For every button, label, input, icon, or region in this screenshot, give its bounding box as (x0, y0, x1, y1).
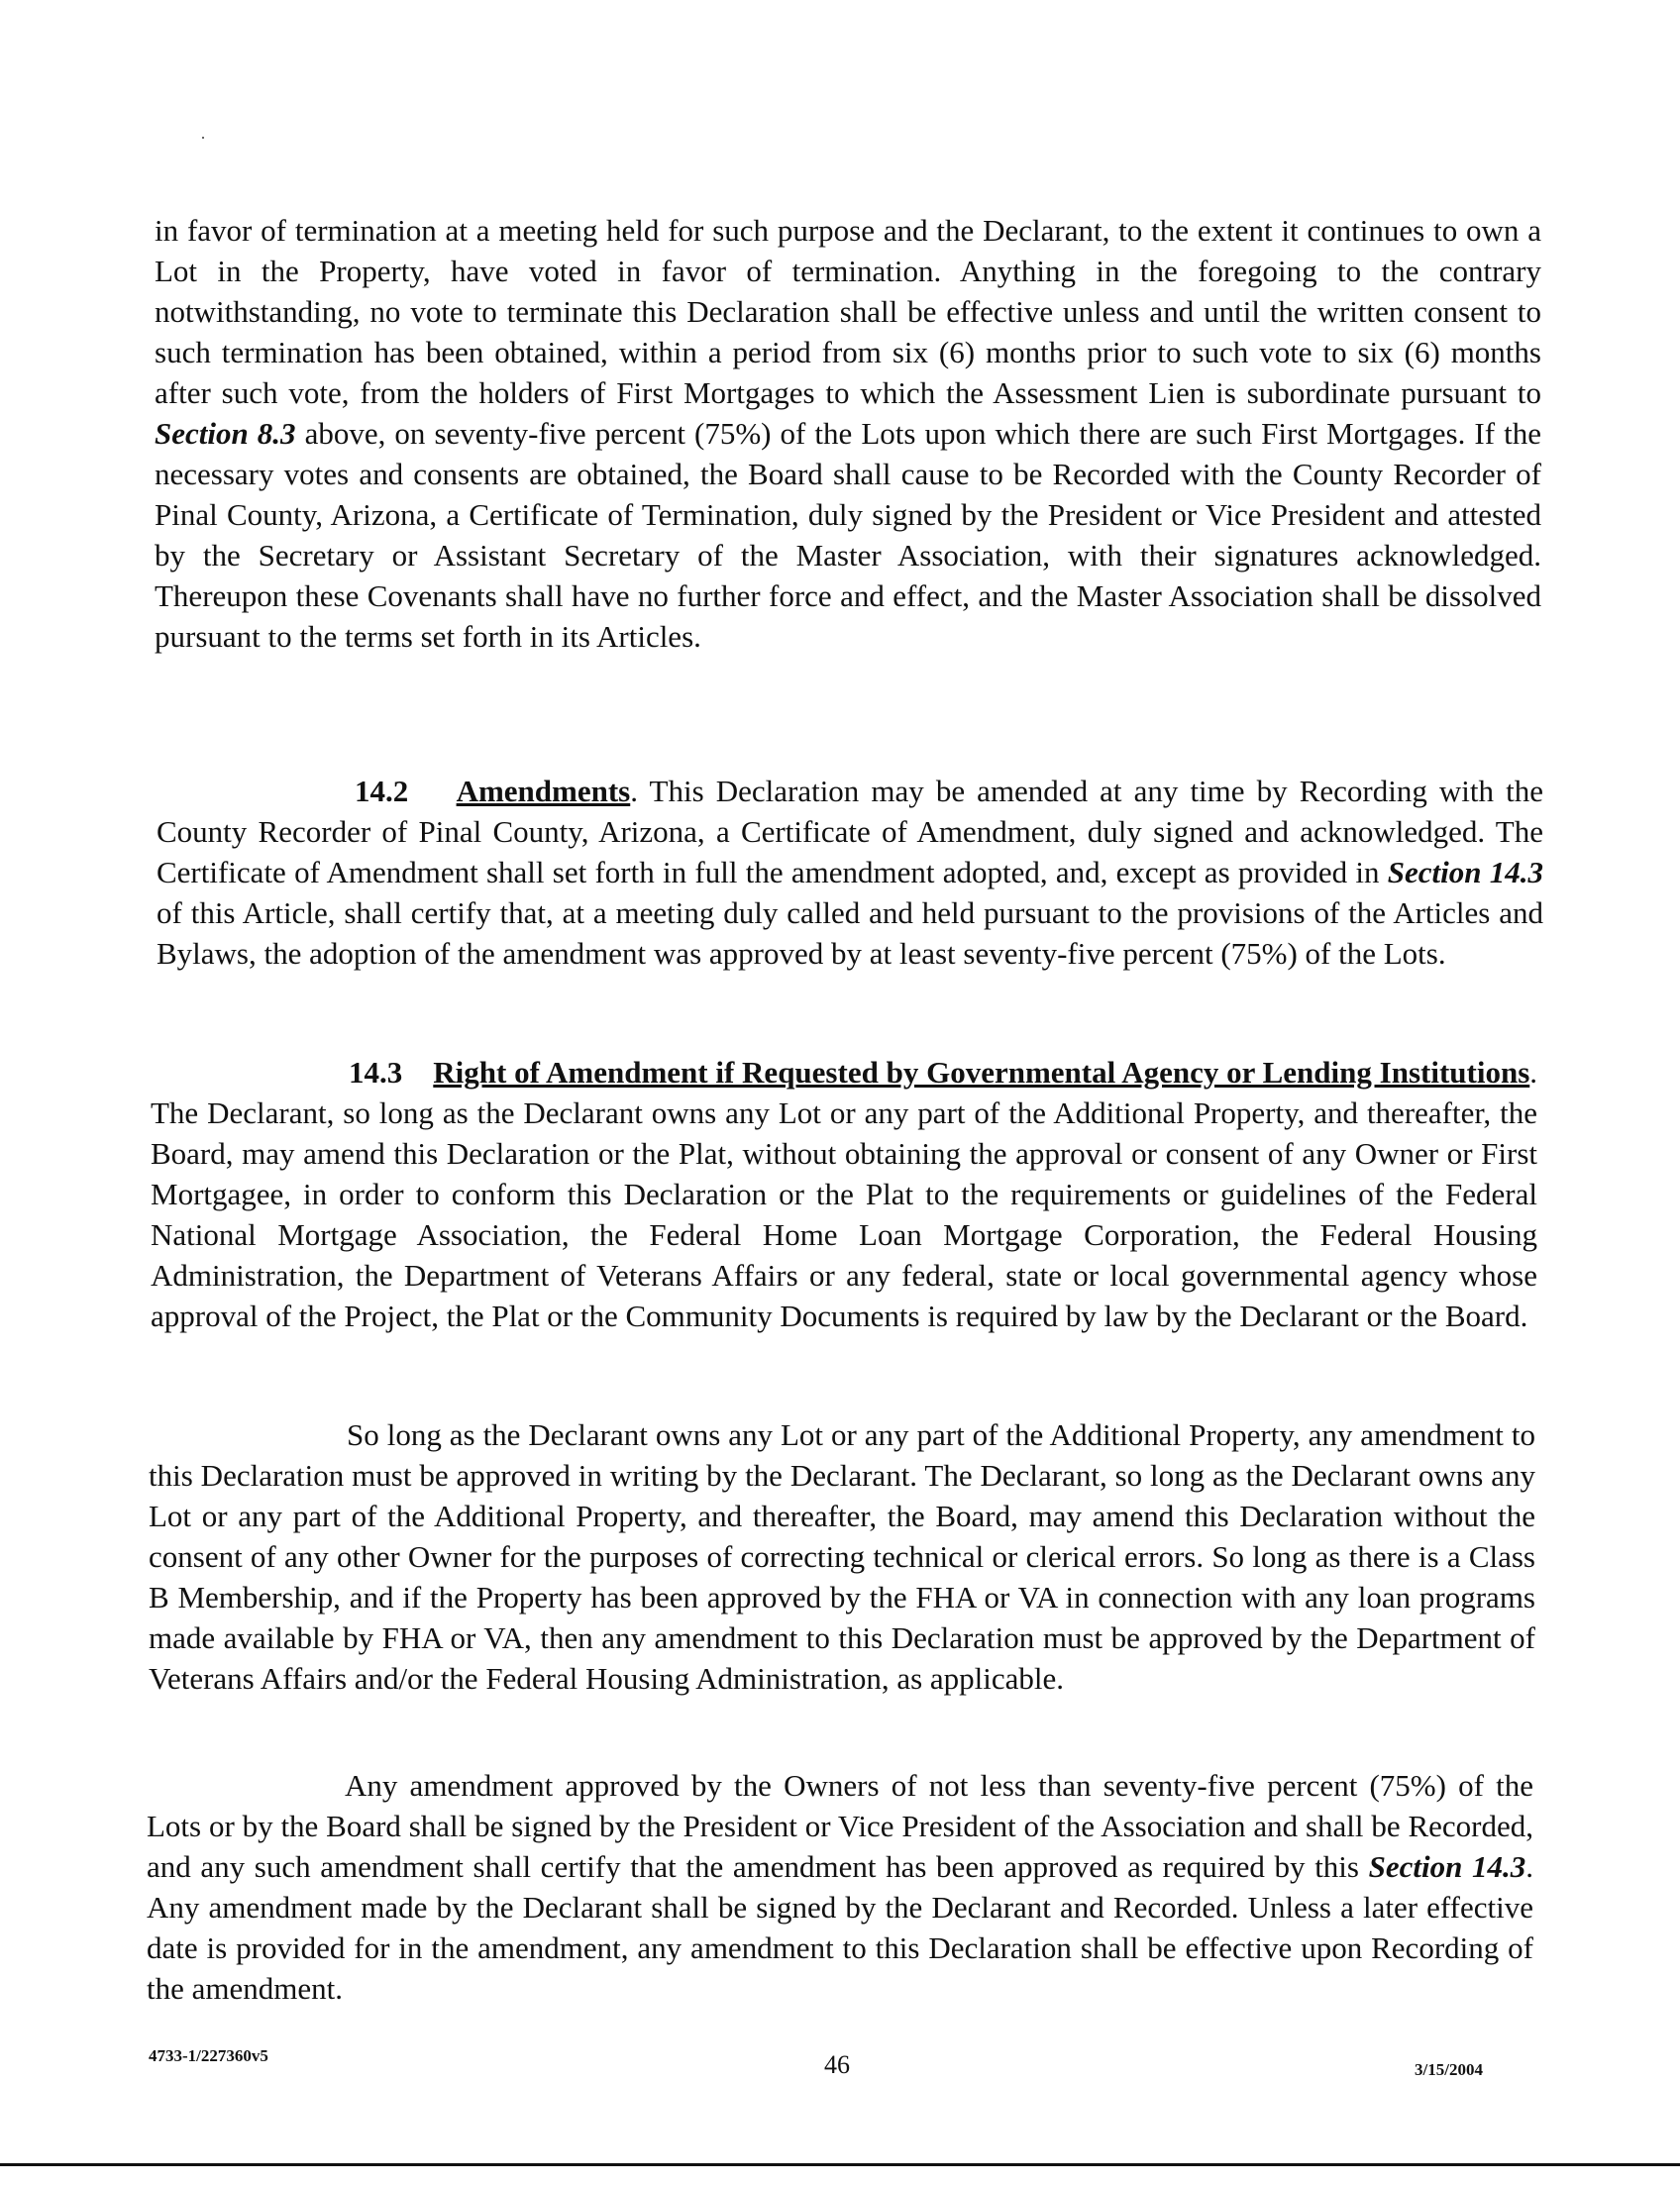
section-number: 14.2 (355, 774, 409, 808)
section-text: . This Declaration may be amended at any time by Recording with the County Recorder of Pinal County, Arizona, a Certificate of Amendment, duly signed and acknowledged. The Certificate of Amendment shall set forth in full the amendment adopted, and, except as provided in (157, 774, 1543, 889)
footer-document-id: 4733-1/227360v5 (149, 2046, 268, 2065)
paragraph-amendment-signing (147, 1765, 1533, 2009)
paragraph-text: in favor of termination at a meeting held for such purpose and the Declarant, to the extent it continues to own a Lot in the Property, have voted in favor of termination. Anything in the foregoing to the contrary notwithstanding, no vote to terminate this Declaration shall be effective unless and until the written consent to such termination has been obtained, within a period from six (6) months prior to such vote to six (6) months after such vote, from the holders of First Mortgages to which the Assessment Lien is subordinate pursuant to (155, 213, 1541, 410)
section-reference: Section 8.3 (155, 416, 296, 451)
section-reference: Section 14.3 (1387, 855, 1543, 889)
paragraph-text: . Any amendment made by the Declarant shall be signed by the Declarant and Recorded. Unless a later effective date is provided for in the amendment, any amendment to this Declaration shall be effective upon Recording of the amendment. (147, 1849, 1533, 2006)
section-text: . The Declarant, so long as the Declarant owns any Lot or any part of the Additional Property, and thereafter, the Board, may amend this Declaration or the Plat, without obtaining the approval or consent of any Owner or First Mortgagee, in order to conform this Declaration or the Plat to the requirements or guidelines of the Federal National Mortgage Association, the Federal Home Loan Mortgage Corporation, the Federal Housing Administration, the Department of Veterans Affairs or any federal, state or local governmental agency whose approval of the Project, the Plat or the Community Documents is required by law by the Declarant or the Board. (151, 1055, 1538, 1333)
section-heading: Amendments (456, 774, 631, 808)
paragraph-text: So long as the Declarant owns any Lot or any part of the Additional Property, any amendment to this Declaration must be approved in writing by the Declarant. The Declarant, so long as the Declarant owns any Lot or any part of the Additional Property, and thereafter, the Board, may amend this Declaration without the consent of any other Owner for the purposes of correcting technical or clerical errors. So long as there is a Class B Membership, and if the Property has been approved by the FHA or VA in connection with any loan programs made available by FHA or VA, then any amendment to this Declaration must be approved by the Department of Veterans Affairs and/or the Federal Housing Administration, as applicable. (149, 1417, 1535, 1696)
paragraph-declarant-approval (149, 1414, 1535, 1699)
footer-page-number: 46 (824, 2050, 850, 2079)
paragraph-text: Any amendment approved by the Owners of not less than seventy-five percent (75%) of the Lots or by the Board shall be signed by the President or Vice President of the Association and shall be Recorded, and any such amendment shall certify that the amendment has been approved as required by this (147, 1768, 1533, 1884)
paragraph-text: above, on seventy-five percent (75%) of the Lots upon which there are such First Mortgages. If the necessary votes and consents are obtained, the Board shall cause to be Recorded with the County Recorder of Pinal County, Arizona, a Certificate of Termination, duly signed by the President or Vice President and attested by the Secretary or Assistant Secretary of the Master Association, with their signatures acknowledged. Thereupon these Covenants shall have no further force and effect, and the Master Association shall be dissolved pursuant to the terms set forth in its Articles. (155, 416, 1541, 654)
bottom-rule (0, 2163, 1680, 2166)
footer-date: 3/15/2004 (1415, 2060, 1483, 2079)
scan-speck (202, 137, 204, 139)
section-14-3 (151, 1052, 1537, 1336)
section-reference: Section 14.3 (1368, 1849, 1526, 1884)
section-14-2 (157, 771, 1543, 974)
paragraph-termination-continued (155, 210, 1541, 657)
section-heading: Right of Amendment if Requested by Governmental Agency or Lending Institutions (433, 1055, 1530, 1090)
section-number: 14.3 (349, 1055, 403, 1090)
section-text: of this Article, shall certify that, at a meeting duly called and held pursuant to the provisions of the Articles and Bylaws, the adoption of the amendment was approved by at least seventy-five percent (75%) of the Lots. (157, 895, 1543, 971)
